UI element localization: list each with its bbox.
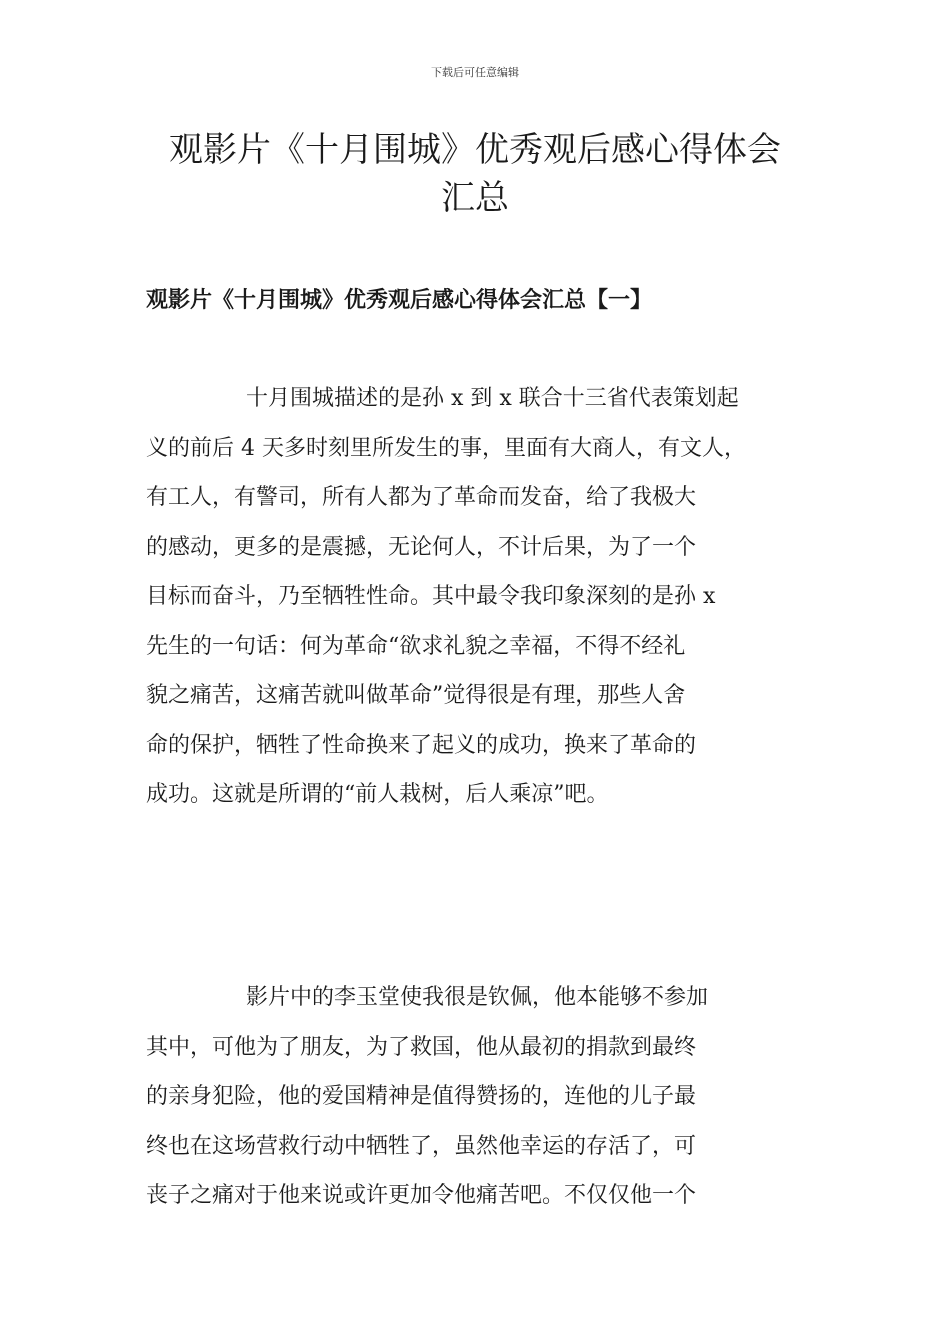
title-line: 汇总 [441,178,509,218]
paragraph-line: 先生的一句话：何为革命“欲求礼貌之幸福，不得不经礼 [146,633,686,659]
paragraph-line: 目标而奋斗，乃至牺牲性命。其中最令我印象深刻的是孙 x [146,584,716,609]
paragraph-line: 成功。这就是所谓的“前人栽树，后人乘凉”吧。 [146,782,609,807]
page-header: 下载后可任意编辑 [431,66,519,79]
paragraph-line: 的感动，更多的是震撼，无论何人，不计后果，为了一个 [146,534,697,560]
document-title [130,126,820,222]
paragraph-line: 十月围城描述的是孙 x 到 x 联合十三省代表策划起 [246,386,739,411]
paragraph-line: 终也在这场营救行动中牺牲了，虽然他幸运的存活了，可 [146,1133,697,1159]
body-paragraph [146,973,830,1221]
title-line: 观影片《十月围城》优秀观后感心得体会 [169,130,781,170]
paragraph-line: 义的前后 4 天多时刻里所发生的事，里面有大商人，有文人， [146,435,746,461]
paragraph-line: 其中，可他为了朋友，为了救国，他从最初的捐款到最终 [146,1034,697,1060]
paragraph-line: 的亲身犯险，他的爱国精神是值得赞扬的，连他的儿子最 [146,1084,697,1109]
paragraph-line: 貌之痛苦，这痛苦就叫做革命”觉得很是有理，那些人舍 [146,683,686,708]
paragraph-line: 丧子之痛对于他来说或许更加令他痛苦吧。不仅仅他一个 [146,1183,697,1208]
paragraph-line: 命的保护，牺牲了性命换来了起义的成功，换来了革命的 [146,732,697,758]
section-heading: 观影片《十月围城》优秀观后感心得体会汇总【一】 [146,287,653,313]
body-paragraph [146,374,830,820]
paragraph-line: 有工人，有警司，所有人都为了革命而发奋，给了我极大 [146,485,697,510]
paragraph-line: 影片中的李玉堂使我很是钦佩，他本能够不参加 [246,985,709,1010]
